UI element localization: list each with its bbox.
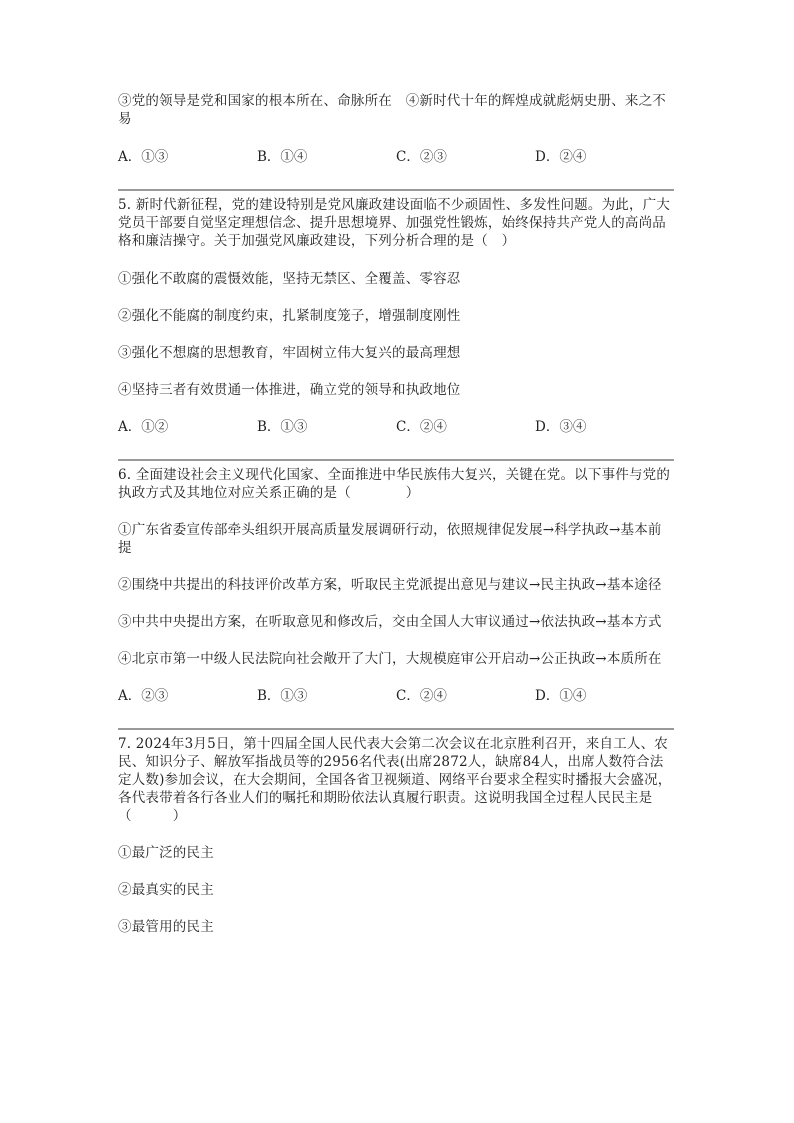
q4-option-c: C．②③ [396,149,447,165]
q5-item-3: ③强化不想腐的思想教育，牢固树立伟大复兴的最高理想 [118,345,461,361]
q4-option-a: A．①③ [118,149,169,165]
q5-option-d: D．③④ [535,419,587,435]
q6-option-b: B．①③ [257,688,308,704]
q5-option-c: C．②④ [396,419,447,435]
q6-item-2: ②围绕中共提出的科技评价改革方案，听取民主党派提出意见与建议→民主执政→基本途径 [118,577,662,593]
q7-stem: 7. 2024年3月5日，第十四届全国人民代表大会第二次会议在北京胜利召开，来自工人、农民、知识分子、解放军指战员等的2956名代表(出席2872人，缺席84人，出席人数符合法定人数)参加会议，在大会期间，全国各省卫视频道、网络平台要求全程实时播报大会盛况，各代表带着各行各业人们的嘱托和期盼依法认真履行职责。这说明我国全过程人民民主是（ ） [118,736,672,824]
q6-item-3: ③中共中央提出方案，在听取意见和修改后，交由全国人大审议通过→依法执政→基本方式 [118,614,662,630]
divider-q5 [118,189,674,191]
q6-option-a: A．②③ [118,688,169,704]
exam-page [118,92,674,936]
q5-options [118,418,674,436]
q7-item-2: ②最真实的民主 [118,882,214,898]
q4-option-d: D．②④ [535,149,587,165]
q4-option-b: B．①④ [257,149,308,165]
q5-stem: 5. 新时代新征程，党的建设特别是党风廉政建设面临不少顽固性、多发性问题。为此，广大党员干部要自觉坚定理想信念、提升思想境界、加强党性锻炼，始终保持共产党人的高尚品格和廉洁操守。关于加强党风廉政建设，下列分析合理的是（ ） [118,197,671,249]
q6-stem: 6. 全面建设社会主义现代化国家、全面推进中华民族伟大复兴，关键在党。以下事件与党的执政方式及其地位对应关系正确的是（ ） [118,467,671,501]
divider-q7 [118,728,674,730]
q5-item-1: ①强化不敢腐的震慑效能，坚持无禁区、全覆盖、零容忍 [118,271,461,287]
q4-item-line: ③党的领导是党和国家的根本所在、命脉所在 ④新时代十年的辉煌成就彪炳史册、来之不易 [118,93,666,127]
divider-q6 [118,459,674,461]
q4-options [118,148,674,166]
q5-item-4: ④坚持三者有效贯通一体推进，确立党的领导和执政地位 [118,382,461,398]
q6-item-4: ④北京市第一中级人民法院向社会敞开了大门，大规模庭审公开启动→公正执政→本质所在 [118,651,662,667]
q6-option-c: C．②④ [396,688,447,704]
q7-item-3: ③最管用的民主 [118,919,214,935]
q5-item-2: ②强化不能腐的制度约束，扎紧制度笼子，增强制度刚性 [118,308,461,324]
q6-item-1: ①广东省委宣传部牵头组织开展高质量发展调研行动，依照规律促发展→科学执政→基本前提 [118,522,662,556]
q5-option-a: A．①② [118,419,169,435]
q6-option-d: D．①④ [535,688,587,704]
q7-item-1: ①最广泛的民主 [118,845,214,861]
q6-options [118,687,674,705]
q5-option-b: B．①③ [257,419,308,435]
